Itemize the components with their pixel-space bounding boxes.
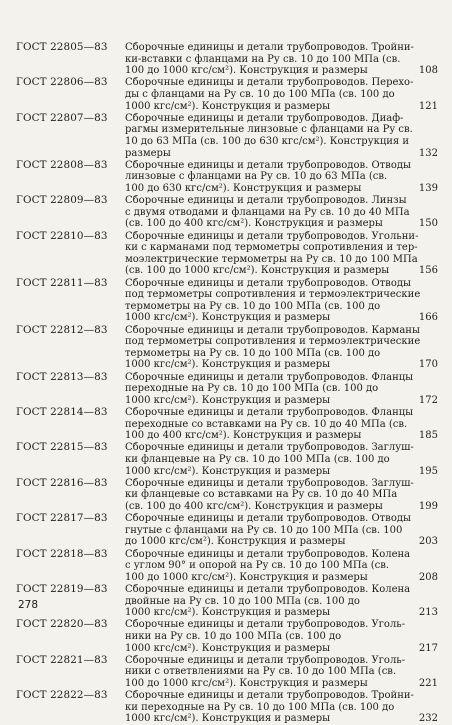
- description-line: переходные со вставками на Pу св. 10 до 40 МПа (св.: [125, 418, 408, 430]
- page-reference: 203: [418, 536, 438, 548]
- description-line: Сборочные единицы и детали трубопроводов. Тройни-: [125, 42, 414, 53]
- standard-description: [125, 372, 433, 407]
- description-line: ки с карманами под термометры сопротивления и тер-: [125, 242, 418, 254]
- page-reference: 232: [418, 713, 438, 725]
- standard-code: ГОСТ 22808—83: [16, 158, 108, 171]
- description-line: 1000 кгс/см²). Конструкция и размеры: [125, 713, 331, 725]
- description-line: (св. 100 до 400 кгс/см²). Конструкция и размеры: [125, 500, 383, 512]
- description-line: размеры: [125, 147, 171, 159]
- description-line: 1000 кгс/см²). Конструкция и размеры: [125, 100, 331, 112]
- standard-code: ГОСТ 22813—83: [16, 370, 108, 383]
- description-line: Сборочные единицы и детали трубопроводов. Уголь-: [125, 619, 406, 631]
- standard-description: [125, 231, 433, 277]
- description-line: моэлектрические термометры на Pу св. 10 до 100 МПа: [125, 253, 418, 265]
- description-line: Сборочные единицы и детали трубопроводов. Линзы: [125, 195, 407, 207]
- description-line: под термометры сопротивления и термоэлектрические: [125, 336, 421, 348]
- description-line: ники с ответвлениями на Pу св. 10 до 100 МПа (св.: [125, 666, 397, 678]
- standard-code: ГОСТ 22809—83: [16, 194, 108, 207]
- standard-code: ГОСТ 22812—83: [16, 323, 108, 336]
- description-line: Сборочные единицы и детали трубопроводов. Отводы: [125, 277, 411, 289]
- page-reference: 132: [418, 147, 438, 159]
- standard-code: ГОСТ 22806—83: [16, 76, 108, 89]
- page-reference: 108: [418, 65, 438, 77]
- description-line: Сборочные единицы и детали трубопроводов. Отводы: [125, 513, 411, 525]
- description-line: Сборочные единицы и детали трубопроводов. Заглуш-: [125, 442, 414, 454]
- description-line: двойные на Pу св. 10 до 100 МПа (св. 100 до: [125, 595, 360, 607]
- standard-description: [125, 690, 433, 725]
- page-number: 278: [18, 599, 39, 611]
- standard-code: ГОСТ 22819—83: [16, 583, 108, 595]
- description-line: 1000 кгс/см²). Конструкция и размеры: [125, 607, 331, 619]
- description-line: 1000 кгс/см²). Конструкция и размеры: [125, 642, 331, 654]
- description-line: с углом 90° и опорой на Pу св. 10 до 100 МПа (св.: [125, 560, 390, 572]
- description-line: 1000 кгс/см²). Конструкция и размеры: [125, 312, 331, 324]
- description-line: до 1000 кгс/см²). Конструкция и размеры: [125, 536, 346, 548]
- standard-code: ГОСТ 22816—83: [16, 476, 108, 489]
- description-line: Сборочные единицы и детали трубопроводов. Карманы: [125, 324, 420, 336]
- description-line: под термометры сопротивления и термоэлектрические: [125, 289, 421, 301]
- standard-description: [125, 195, 433, 230]
- description-line: линзовые с фланцами на Pу св. 10 до 63 МПа (св.: [125, 171, 388, 183]
- page-reference: 121: [418, 100, 438, 112]
- page-reference: 208: [418, 571, 438, 583]
- description-line: Сборочные единицы и детали трубопроводов. Отводы: [125, 159, 411, 171]
- description-line: Сборочные единицы и детали трубопроводов. Угольни-: [125, 230, 419, 242]
- standard-description: [125, 478, 433, 513]
- description-line: гнутые с фланцами на Pу св. 10 до 100 МПа (св. 100: [125, 524, 403, 536]
- description-line: Сборочные единицы и детали трубопроводов. Заглуш-: [125, 477, 414, 489]
- standard-code: ГОСТ 22807—83: [16, 111, 108, 124]
- description-line: ки переходные на Pу св. 10 до 100 МПа (св. 100 до: [125, 701, 395, 713]
- standard-code: ГОСТ 22820—83: [16, 618, 108, 631]
- page-reference: 213: [418, 607, 438, 619]
- standard-code: ГОСТ 22814—83: [16, 406, 108, 418]
- standard-description: [125, 325, 433, 371]
- description-line: 100 до 400 кгс/см²). Конструкция и размеры: [125, 430, 362, 442]
- standard-description: [125, 407, 433, 442]
- description-line: Сборочные единицы и детали трубопроводов. Тройни-: [125, 690, 414, 702]
- description-line: Сборочные единицы и детали трубопроводов. Фланцы: [125, 407, 414, 418]
- standard-code: ГОСТ 22821—83: [16, 653, 108, 666]
- description-line: ды с фланцами на Pу св. 10 до 100 МПа (св. 100 до: [125, 88, 395, 100]
- standard-description: [125, 160, 433, 195]
- standard-description: [125, 619, 433, 654]
- page-reference: 199: [418, 500, 438, 512]
- description-line: 100 до 1000 кгс/см²). Конструкция и размеры: [125, 65, 368, 77]
- page-reference: 195: [418, 465, 438, 477]
- page-reference: 166: [418, 312, 438, 324]
- description-line: Сборочные единицы и детали трубопроводов. Фланцы: [125, 371, 414, 383]
- standard-description: [125, 584, 433, 619]
- description-line: ки фланцевые на Pу св. 10 до 100 МПа (св. 100 до: [125, 453, 390, 465]
- standard-description: [125, 77, 433, 112]
- standard-code: ГОСТ 22810—83: [16, 229, 108, 242]
- description-line: Сборочные единицы и детали трубопроводов. Колена: [125, 584, 411, 595]
- description-line: (св. 100 до 1000 кгс/см²). Конструкция и размеры: [125, 265, 390, 277]
- description-line: 100 до 1000 кгс/см²). Конструкция и размеры: [125, 571, 368, 583]
- standard-description: [125, 513, 433, 548]
- description-line: ки-вставки с фланцами на Pу св. 10 до 100 МПа (св.: [125, 53, 401, 65]
- standard-code: ГОСТ 22817—83: [16, 512, 108, 525]
- page-reference: 172: [418, 394, 438, 406]
- standard-code: ГОСТ 22805—83: [16, 41, 108, 53]
- standard-description: [125, 42, 433, 77]
- description-line: (св. 100 до 400 кгс/см²). Конструкция и размеры: [125, 218, 383, 230]
- standard-description: [125, 113, 433, 159]
- standard-code: ГОСТ 22818—83: [16, 547, 108, 560]
- page-reference: 170: [418, 359, 438, 371]
- page-reference: 139: [418, 182, 438, 194]
- page-reference: 221: [418, 677, 438, 689]
- description-line: Сборочные единицы и детали трубопроводов. Колена: [125, 548, 411, 560]
- page-reference: 185: [418, 430, 438, 442]
- page-reference: 217: [418, 642, 438, 654]
- description-line: 1000 кгс/см²). Конструкция и размеры: [125, 359, 331, 371]
- standard-description: [125, 549, 433, 584]
- description-line: рагмы измерительные линзовые с фланцами на Pу св.: [125, 124, 413, 136]
- description-line: 100 до 630 кгс/см²). Конструкция и размеры: [125, 182, 362, 194]
- description-line: с двумя отводами и фланцами на Pу св. 10 до 40 МПа: [125, 206, 410, 218]
- standard-code: ГОСТ 22822—83: [16, 689, 108, 702]
- description-line: термометры на Pу св. 10 до 100 МПа (св. 100 до: [125, 347, 381, 359]
- standard-description: [125, 655, 433, 690]
- standard-description: [125, 442, 433, 477]
- description-line: 100 до 1000 кгс/см²). Конструкция и размеры: [125, 677, 368, 689]
- description-line: 10 до 63 МПа (св. 100 до 630 кгс/см²). Конструкция и: [125, 135, 410, 147]
- page-reference: 150: [418, 218, 438, 230]
- description-line: Сборочные единицы и детали трубопроводов. Уголь-: [125, 654, 406, 666]
- description-line: Сборочные единицы и детали трубопроводов. Диаф-: [125, 112, 404, 124]
- description-line: 1000 кгс/см²). Конструкция и размеры: [125, 465, 331, 477]
- page-reference: 156: [418, 265, 438, 277]
- description-line: термометры на Pу св. 10 до 100 МПа (св. 100 до: [125, 300, 381, 312]
- standard-code: ГОСТ 22811—83: [16, 276, 108, 289]
- description-line: ники на Pу св. 10 до 100 МПа (св. 100 до: [125, 630, 342, 642]
- standard-code: ГОСТ 22815—83: [16, 441, 108, 454]
- description-line: Сборочные единицы и детали трубопроводов. Перехо-: [125, 77, 414, 89]
- description-line: ки фланцевые со вставками на Pу св. 10 до 40 МПа: [125, 489, 398, 501]
- description-line: 1000 кгс/см²). Конструкция и размеры: [125, 394, 331, 406]
- standard-description: [125, 278, 433, 324]
- description-line: переходные на Pу св. 10 до 100 МПа (св. 100 до: [125, 383, 379, 395]
